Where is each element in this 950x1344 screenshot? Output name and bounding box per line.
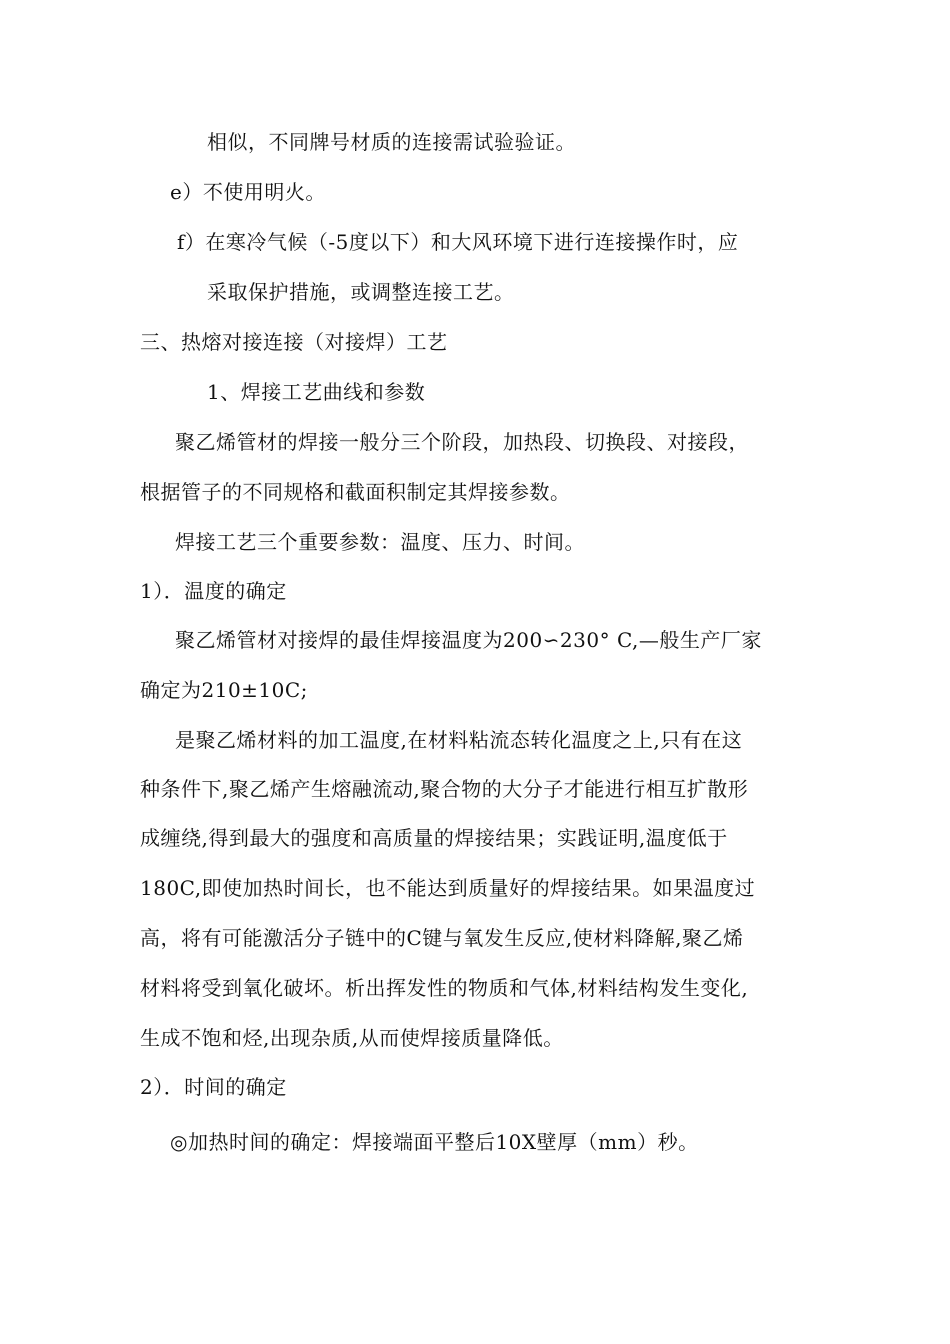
text-line-2: e）不使用明火。 bbox=[170, 180, 326, 204]
subsection-heading: 1、焊接工艺曲线和参数 bbox=[207, 380, 426, 404]
text-line-21: ◎加热时间的确定：焊接端面平整后10X壁厚（mm）秒。 bbox=[170, 1130, 699, 1154]
text-line-8: 根据管子的不同规格和截面积制定其焊接参数。 bbox=[140, 480, 571, 504]
text-line-14: 种条件下,聚乙烯产生熔融流动,聚合物的大分子才能进行相互扩散形 bbox=[140, 777, 749, 801]
text-line-9: 焊接工艺三个重要参数：温度、压力、时间。 bbox=[175, 530, 585, 554]
text-line-15: 成缠绕,得到最大的强度和高质量的焊接结果；实践证明,温度低于 bbox=[140, 826, 728, 850]
text-line-18: 材料将受到氧化破坏。析出挥发性的物质和气体,材料结构发生变化, bbox=[140, 976, 749, 1000]
text-line-13: 是聚乙烯材料的加工温度,在材料粘流态转化温度之上,只有在这 bbox=[175, 728, 743, 752]
text-line-3: f）在寒冷气候（-5度以下）和大风环境下进行连接操作时，应 bbox=[177, 230, 739, 254]
item-heading-time: 2）．时间的确定 bbox=[140, 1075, 287, 1099]
text-line-1: 相似，不同牌号材质的连接需试验验证。 bbox=[207, 130, 576, 154]
text-line-7: 聚乙烯管材的焊接一般分三个阶段，加热段、切换段、对接段， bbox=[175, 430, 749, 454]
section-heading: 三、热熔对接连接（对接焊）工艺 bbox=[140, 330, 448, 354]
text-line-12: 确定为210±10C; bbox=[140, 678, 308, 702]
item-heading-temperature: 1）．温度的确定 bbox=[140, 579, 287, 603]
text-line-11: 聚乙烯管材对接焊的最佳焊接温度为200∽230° C,—般生产厂家 bbox=[175, 628, 762, 652]
text-line-17: 高，将有可能激活分子链中的C键与氧发生反应,使材料降解,聚乙烯 bbox=[140, 926, 744, 950]
text-line-19: 生成不饱和烃,出现杂质,从而使焊接质量降低。 bbox=[140, 1026, 564, 1050]
text-line-4: 采取保护措施，或调整连接工艺。 bbox=[207, 280, 515, 304]
text-line-16: 180C,即使加热时间长，也不能达到质量好的焊接结果。如果温度过 bbox=[140, 876, 756, 900]
